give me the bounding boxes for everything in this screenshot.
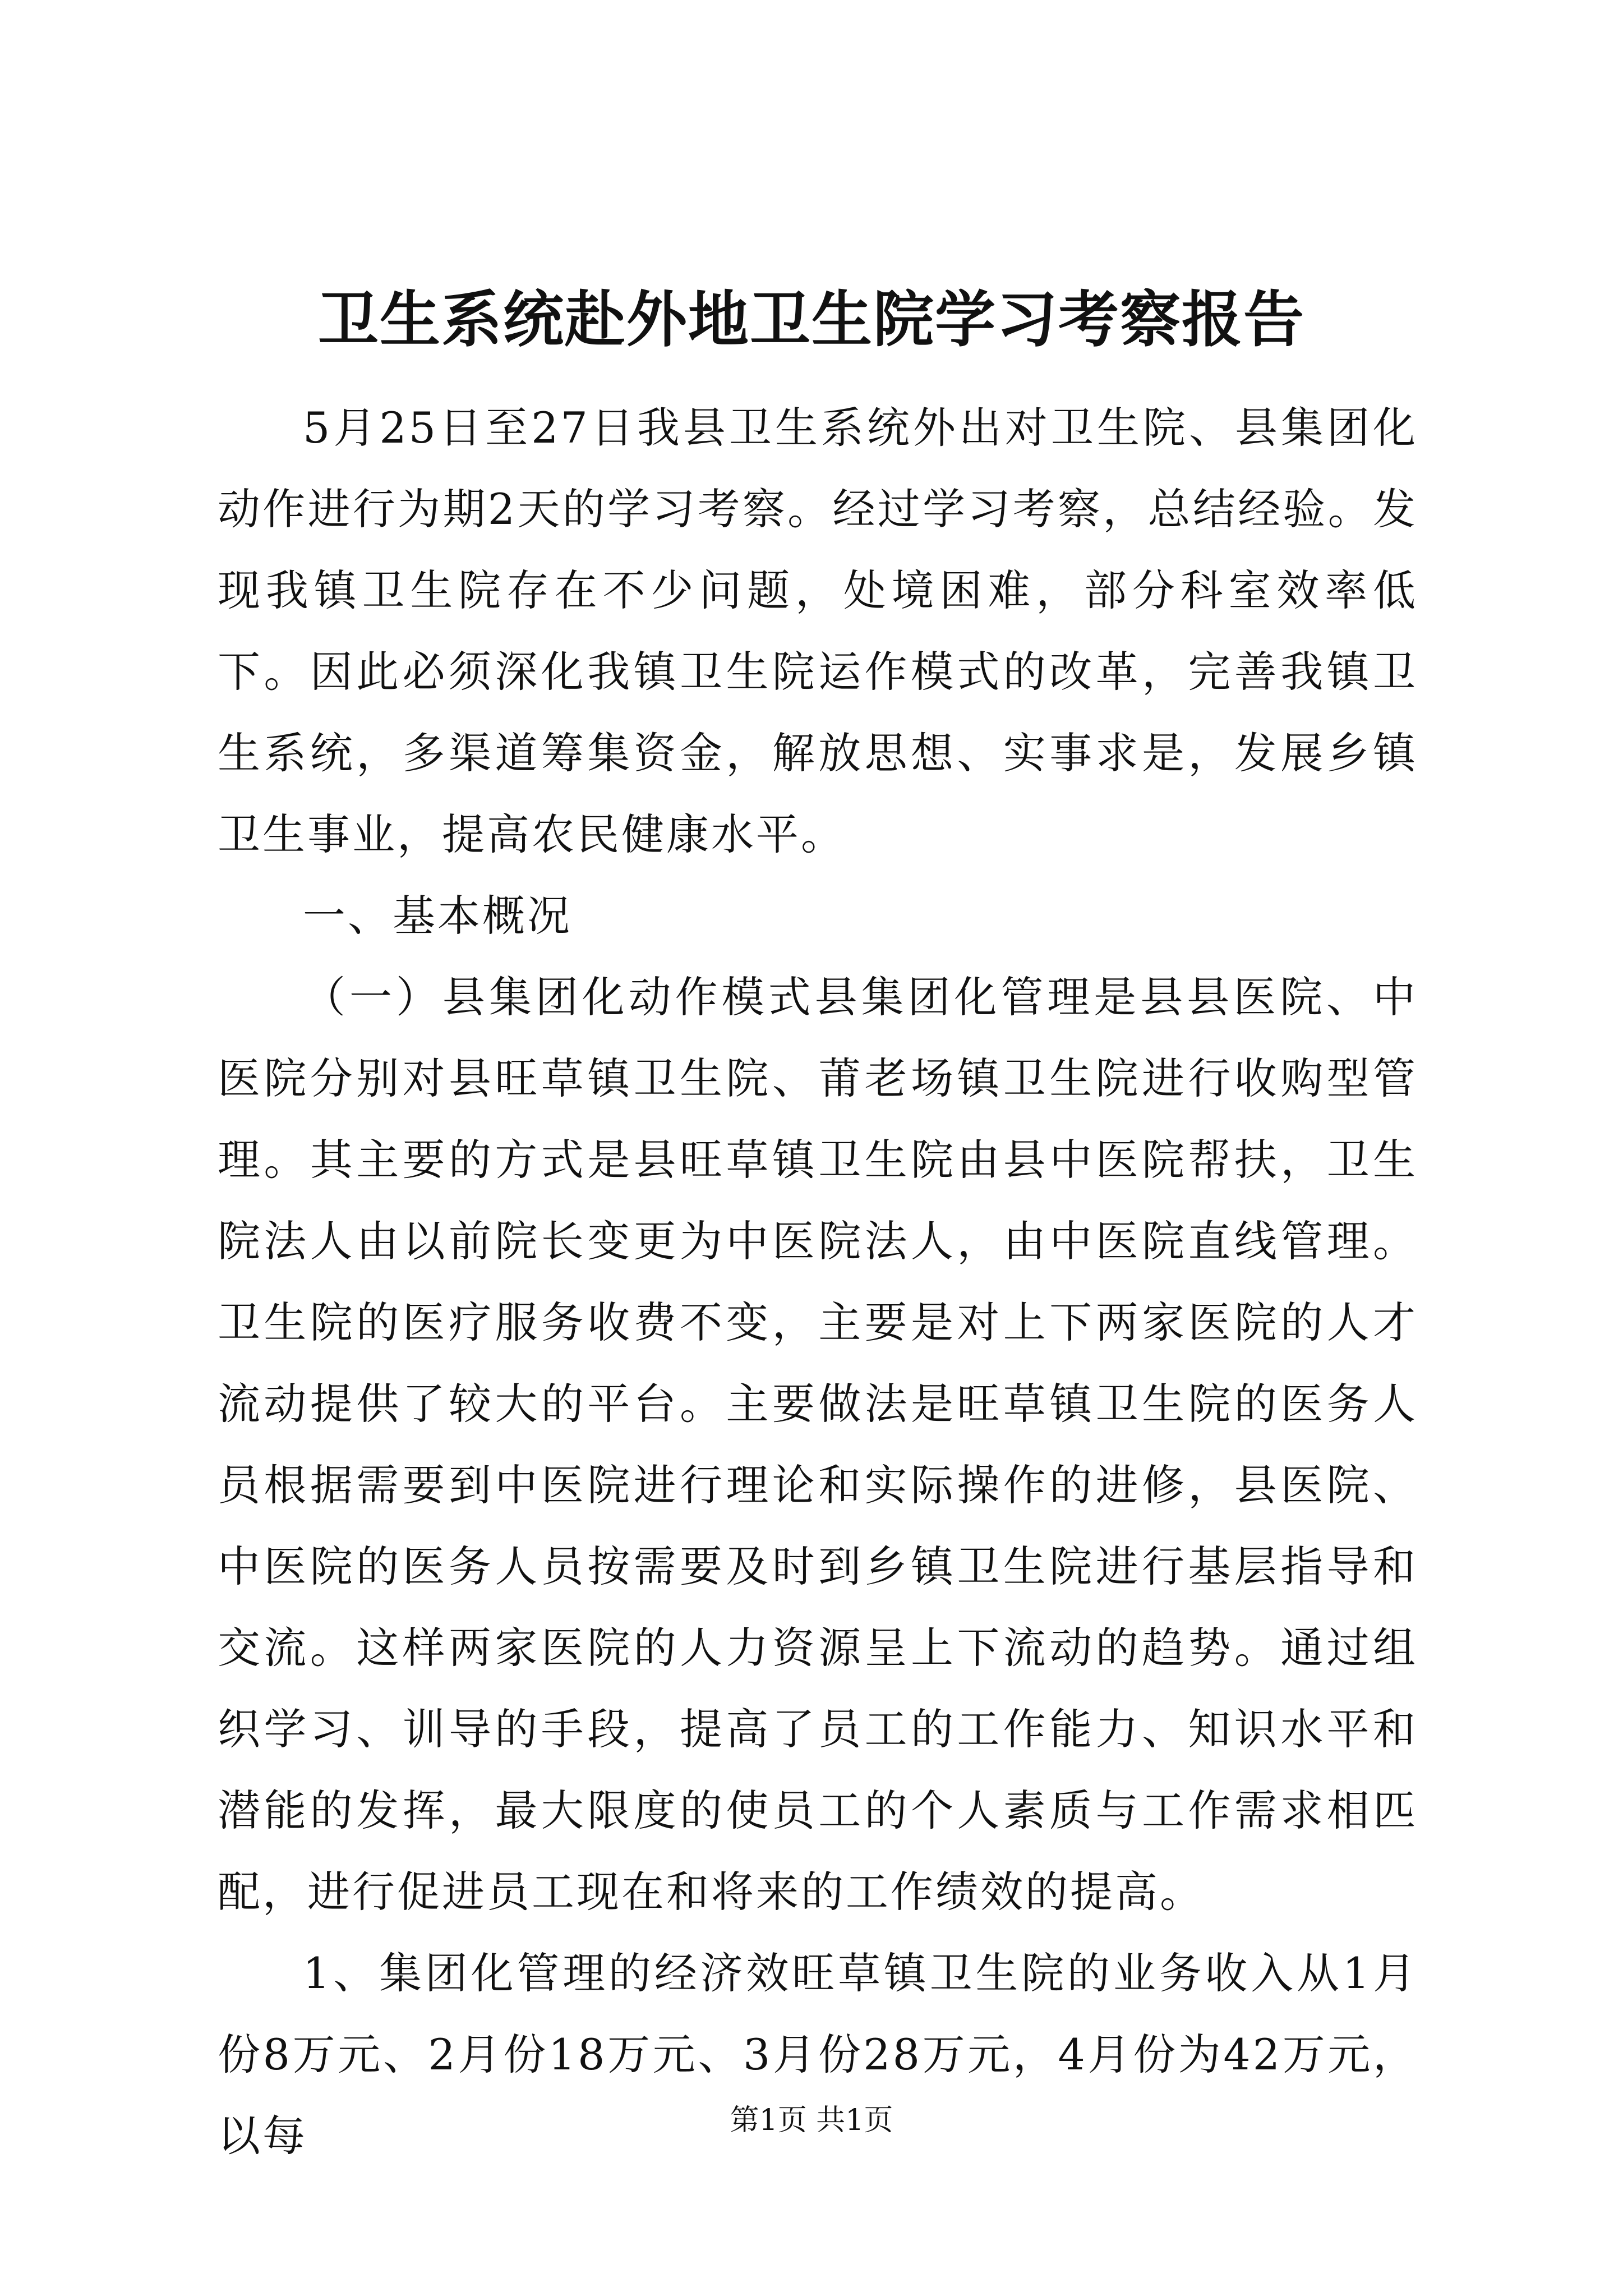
page-footer: 第1页 共1页 [730,2104,893,2137]
item-paragraph-economic-benefit: 1、集团化管理的经济效旺草镇卫生院的业务收入从1月份8万元、2月份18万元、3月份28万元，4月份为42万元，以每 [218,1948,1418,2161]
document-body [218,387,1418,2177]
intro-paragraph: 5月25日至27日我县卫生系统外出对卫生院、县集团化动作进行为期2天的学习考察。经过学习考察，总结经验。发现我镇卫生院存在不少问题，处境困难，部分科室效率低下。因此必须深化我镇卫生院运作模式的改革，完善我镇卫生系统，多渠道筹集资金，解放思想、实事求是，发展乡镇卫生事业，提高农民健康水平。 [218,403,1418,859]
section-heading-basic-overview: 一、基本概况 [303,891,572,941]
subsection-paragraph-group-model: （一）县集团化动作模式县集团化管理是县县医院、中医院分别对县旺草镇卫生院、莆老场镇卫生院进行收购型管理。其主要的方式是县旺草镇卫生院由县中医院帮扶，卫生院法人由以前院长变更为中医院法人，由中医院直线管理。卫生院的医疗服务收费不变，主要是对上下两家医院的人才流动提供了较大的平台。主要做法是旺草镇卫生院的医务人员根据需要到中医院进行理论和实际操作的进修，县医院、中医院的医务人员按需要及时到乡镇卫生院进行基层指导和交流。这样两家医院的人力资源呈上下流动的趋势。通过组织学习、训导的手段，提高了员工的工作能力、知识水平和潜能的发挥，最大限度的使员工的个人素质与工作需求相匹配，进行促进员工现在和将来的工作绩效的提高。 [218,972,1418,1917]
document-title: 卫生系统赴外地卫生院学习考察报告 [317,284,1305,355]
